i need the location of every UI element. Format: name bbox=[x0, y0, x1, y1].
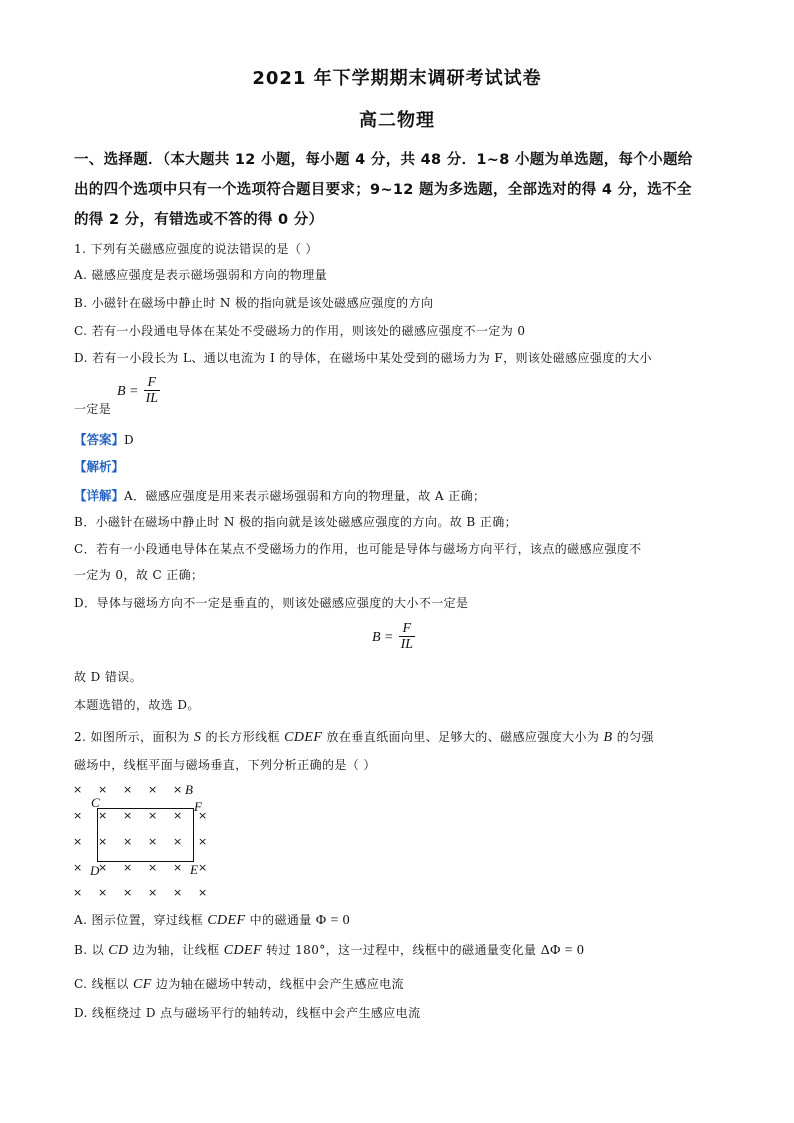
field-cross: × bbox=[73, 886, 83, 899]
field-cross: × bbox=[98, 835, 108, 848]
answer-tag: 【答案】 bbox=[74, 432, 125, 447]
section-instructions-line-2: 出的四个选项中只有一个选项符合题目要求；9~12 题为多选题，全部选对的得 4 分，选不全 bbox=[74, 182, 692, 198]
q2-stem-line-1 bbox=[74, 728, 654, 746]
field-cross: × bbox=[123, 886, 133, 899]
field-cross: × bbox=[173, 886, 183, 899]
q2-option-a bbox=[74, 911, 350, 929]
q2-stem-part: 放在垂直纸面向里、足够大的、磁感应强度大小为 bbox=[322, 730, 604, 744]
q1-formula bbox=[117, 375, 160, 406]
q1-option-b: B. 小磁针在磁场中静止时 N 极的指向就是该处磁感应强度的方向 bbox=[74, 296, 434, 310]
q2-a-part: 中的磁通量 bbox=[245, 913, 316, 927]
field-cross: × bbox=[98, 861, 108, 874]
field-cross: × bbox=[148, 861, 158, 874]
magnetic-field-figure bbox=[70, 780, 220, 900]
q1-detail-d: D．导体与磁场方向不一定是垂直的，则该处磁感应强度的大小不一定是 bbox=[74, 596, 469, 610]
q2-symbol-cdef: CDEF bbox=[284, 730, 323, 745]
field-cross: × bbox=[198, 809, 208, 822]
field-cross: × bbox=[123, 809, 133, 822]
label-d: D bbox=[90, 863, 100, 878]
q2-option-b bbox=[74, 941, 584, 959]
q2-option-d: D. 线框绕过 D 点与磁场平行的轴转动，线框中会产生感应电流 bbox=[74, 1006, 421, 1020]
field-cross: × bbox=[123, 783, 133, 796]
field-cross: × bbox=[173, 861, 183, 874]
field-cross: × bbox=[98, 886, 108, 899]
q2-stem-part: 的匀强 bbox=[612, 730, 654, 744]
label-f: F bbox=[194, 799, 202, 814]
field-cross: × bbox=[198, 886, 208, 899]
field-cross: × bbox=[173, 835, 183, 848]
label-c: C bbox=[91, 795, 100, 810]
q1-formula-denominator: IL bbox=[145, 391, 159, 406]
field-cross: × bbox=[198, 861, 208, 874]
field-cross: × bbox=[73, 835, 83, 848]
q2-b-symbol-cd: CD bbox=[108, 943, 129, 958]
label-b: B bbox=[185, 782, 193, 797]
detail-tag: 【详解】 bbox=[74, 488, 125, 503]
field-cross: × bbox=[148, 835, 158, 848]
q2-b-part: 转过 bbox=[261, 943, 296, 957]
q1-stem: 1. 下列有关磁感应强度的说法错误的是（ ） bbox=[74, 242, 318, 256]
detail-formula-denominator: IL bbox=[400, 637, 414, 652]
q1-formula-lhs: B = bbox=[117, 384, 139, 399]
field-cross: × bbox=[148, 783, 158, 796]
q2-stem-line-2: 磁场中，线框平面与磁场垂直，下列分析正确的是（ ） bbox=[74, 758, 376, 772]
field-cross: × bbox=[73, 783, 83, 796]
q1-answer bbox=[74, 429, 134, 448]
q2-b-part: 边为轴，让线框 bbox=[128, 943, 224, 957]
field-cross: × bbox=[198, 835, 208, 848]
q2-b-angle: 180° bbox=[295, 943, 326, 957]
q2-c-part: 边为轴在磁场中转动，线框中会产生感应电流 bbox=[151, 977, 404, 991]
q2-c-symbol: CF bbox=[133, 977, 152, 992]
q2-c-part: C. 线框以 bbox=[74, 977, 133, 991]
detail-formula-numerator: F bbox=[399, 621, 415, 637]
detail-a-text: A．磁感应强度是用来表示磁场强弱和方向的物理量，故 A 正确； bbox=[124, 489, 486, 503]
q1-option-a: A. 磁感应强度是表示磁场强弱和方向的物理量 bbox=[74, 268, 328, 282]
label-e: E bbox=[190, 862, 198, 877]
q1-detail-b: B．小磁针在磁场中静止时 N 极的指向就是该处磁感应强度的方向。故 B 正确； bbox=[74, 515, 517, 529]
q2-symbol-b: B bbox=[603, 730, 613, 745]
field-cross: × bbox=[123, 835, 133, 848]
detail-formula-lhs: B = bbox=[372, 630, 394, 645]
q1-conclusion: 本题选错的，故选 D。 bbox=[74, 698, 200, 712]
q1-option-d: D. 若有一小段长为 L、通以电流为 I 的导体，在磁场中某处受到的磁场力为 F，则该处磁感应强度的大小 bbox=[74, 351, 652, 365]
q2-symbol-s: S bbox=[193, 730, 202, 745]
q2-b-flux-change: ΔΦ = 0 bbox=[540, 943, 585, 958]
page-title: 2021 年下学期期末调研考试试卷 bbox=[252, 68, 542, 89]
q1-option-d-continuation: 一定是 bbox=[74, 402, 112, 416]
q1-option-c: C. 若有一小段通电导体在某处不受磁场力的作用，则该处的磁感应强度不一定为 0 bbox=[74, 324, 526, 338]
field-cross: × bbox=[148, 886, 158, 899]
answer-value: D bbox=[124, 433, 135, 447]
q2-b-part: B. 以 bbox=[74, 943, 109, 957]
q1-detail-a bbox=[74, 485, 485, 504]
q2-stem-part: 2. 如图所示，面积为 bbox=[74, 730, 194, 744]
q1-detail-formula bbox=[372, 621, 415, 652]
section-instructions-line-3: 的得 2 分，有错选或不答的得 0 分） bbox=[74, 212, 324, 228]
q1-formula-fraction bbox=[144, 375, 160, 406]
q2-b-symbol-cdef: CDEF bbox=[223, 943, 262, 958]
field-cross: × bbox=[73, 809, 83, 822]
analysis-tag: 【解析】 bbox=[74, 459, 125, 474]
q1-detail-c-line-1: C．若有一小段通电导体在某点不受磁场力的作用，也可能是导体与磁场方向平行，该点的磁感应强度不 bbox=[74, 542, 642, 556]
q2-a-symbol: CDEF bbox=[207, 913, 246, 928]
field-cross: × bbox=[98, 809, 108, 822]
field-cross: × bbox=[98, 783, 108, 796]
q2-b-part: ，这一过程中，线框中的磁通量变化量 bbox=[325, 943, 541, 957]
q2-stem-part: 的长方形线框 bbox=[201, 730, 285, 744]
q2-a-part: A. 图示位置，穿过线框 bbox=[74, 913, 208, 927]
field-cross: × bbox=[123, 861, 133, 874]
q2-option-c bbox=[74, 975, 404, 993]
q1-formula-numerator: F bbox=[144, 375, 160, 391]
field-cross: × bbox=[148, 809, 158, 822]
field-cross: × bbox=[173, 809, 183, 822]
page-subtitle: 高二物理 bbox=[359, 110, 435, 131]
field-cross: × bbox=[173, 783, 183, 796]
q2-a-flux: Φ = 0 bbox=[315, 913, 351, 928]
section-instructions-line-1: 一、选择题．（本大题共 12 小题，每小题 4 分，共 48 分．1~8 小题为单选题，每个小题给 bbox=[74, 152, 693, 168]
field-cross: × bbox=[73, 861, 83, 874]
detail-formula-fraction bbox=[399, 621, 415, 652]
q1-detail-c-line-2: 一定为 0，故 C 正确； bbox=[74, 568, 204, 582]
q1-detail-end: 故 D 错误。 bbox=[74, 670, 143, 684]
